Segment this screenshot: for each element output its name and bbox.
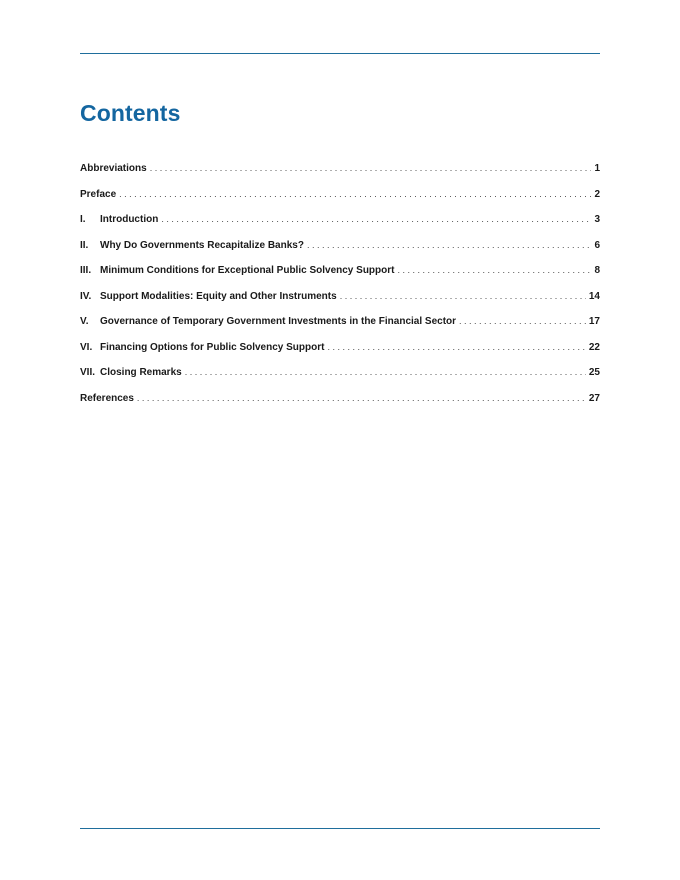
toc-entry-page: 17: [588, 316, 600, 327]
toc-entry-number: VI.: [80, 341, 93, 353]
toc-entry-preface[interactable]: [80, 189, 600, 215]
toc-entry-abbreviations[interactable]: [80, 163, 600, 189]
toc-entry-page: 25: [588, 367, 600, 378]
toc-entry-title[interactable]: Why Do Governments Recapitalize Banks?: [100, 239, 304, 251]
toc-dot-leader: [397, 265, 591, 275]
toc-entry-number: V.: [80, 316, 89, 327]
toc-entry-references[interactable]: [80, 393, 600, 419]
toc-entry-title[interactable]: Abbreviations: [80, 163, 147, 174]
toc-entry-minimum-conditions[interactable]: [80, 265, 600, 291]
toc-entry-title[interactable]: Support Modalities: Equity and Other Instruments: [100, 290, 337, 302]
toc-entry-title[interactable]: Closing Remarks: [100, 367, 182, 378]
toc-entry-why-recapitalize[interactable]: [80, 240, 600, 266]
toc-entry-governance[interactable]: [80, 316, 600, 342]
page-title: Contents: [80, 100, 181, 126]
header-rule: [80, 53, 600, 54]
toc-entry-page: 14: [588, 290, 600, 302]
toc-entry-title[interactable]: Introduction: [100, 214, 159, 225]
toc-entry-title[interactable]: References: [80, 392, 134, 404]
toc-entry-number: III.: [80, 265, 92, 276]
toc-dot-leader: [340, 291, 586, 301]
toc-entry-introduction[interactable]: [80, 214, 600, 240]
toc-entry-title[interactable]: Governance of Temporary Government Investments in the Financial Sector: [100, 316, 457, 327]
toc-entry-support-modalities[interactable]: [80, 291, 600, 317]
toc-entry-number: IV.: [80, 290, 92, 302]
toc-dot-leader: [119, 189, 591, 199]
toc-entry-title[interactable]: Financing Options for Public Solvency Support: [100, 341, 325, 353]
toc-entry-closing-remarks[interactable]: [80, 367, 600, 393]
toc-entry-number: I.: [80, 214, 86, 225]
toc-entry-page: 8: [594, 265, 600, 276]
toc-dot-leader: [161, 214, 591, 224]
toc-entry-page: 3: [594, 214, 600, 225]
toc-entry-page: 2: [594, 188, 600, 200]
toc-entry-number: VII.: [80, 367, 96, 378]
toc-entry-title[interactable]: Preface: [80, 188, 117, 200]
toc-entry-page: 1: [594, 163, 600, 174]
toc-dot-leader: [150, 163, 592, 173]
toc-dot-leader: [185, 367, 586, 377]
toc-entry-financing-options[interactable]: [80, 342, 600, 368]
toc-entry-page: 27: [588, 392, 600, 404]
table-of-contents: [80, 163, 600, 418]
toc-entry-title[interactable]: Minimum Conditions for Exceptional Public Solvency Support: [100, 265, 395, 276]
toc-dot-leader: [327, 342, 585, 352]
toc-dot-leader: [137, 393, 586, 403]
toc-dot-leader: [459, 316, 586, 326]
toc-entry-page: 22: [588, 341, 600, 353]
toc-dot-leader: [307, 240, 591, 250]
footer-rule: [80, 828, 600, 829]
toc-entry-page: 6: [594, 239, 600, 251]
toc-entry-number: II.: [80, 239, 89, 251]
